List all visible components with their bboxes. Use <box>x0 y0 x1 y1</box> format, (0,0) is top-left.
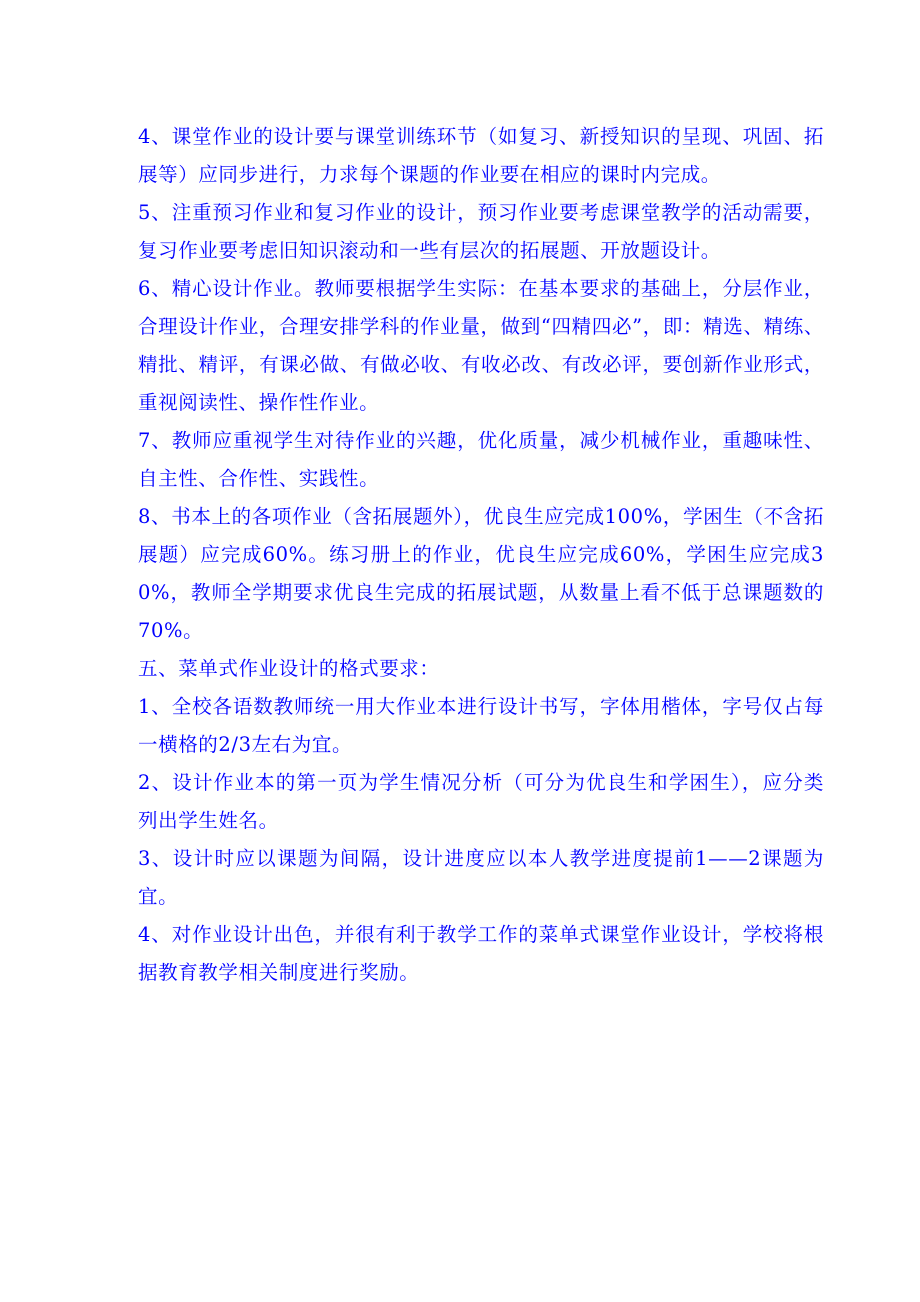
paragraph-item-7: 7、教师应重视学生对待作业的兴趣，优化质量，减少机械作业，重趣味性、自主性、合作性、实践性。 <box>138 429 824 490</box>
section-heading-five: 五、菜单式作业设计的格式要求： <box>138 657 440 680</box>
paragraph-item-6: 6、精心设计作业。教师要根据学生实际：在基本要求的基础上，分层作业，合理设计作业，合理安排学科的作业量，做到“四精四必”，即：精选、精练、精批、精评，有课必做、有做必收、有收必改、有改必评，要创新作业形式，重视阅读性、操作性作业。 <box>138 277 824 414</box>
document-body <box>138 118 824 992</box>
format-requirement-2: 2、设计作业本的第一页为学生情况分析（可分为优良生和学困生），应分类列出学生姓名。 <box>138 771 824 832</box>
format-requirement-1: 1、全校各语数教师统一用大作业本进行设计书写，字体用楷体，字号仅占每一横格的2/3左右为宜。 <box>138 695 824 756</box>
paragraph-item-5: 5、注重预习作业和复习作业的设计，预习作业要考虑课堂教学的活动需要，复习作业要考虑旧知识滚动和一些有层次的拓展题、开放题设计。 <box>138 201 824 262</box>
paragraph-item-4: 4、课堂作业的设计要与课堂训练环节（如复习、新授知识的呈现、巩固、拓展等）应同步进行，力求每个课题的作业要在相应的课时内完成。 <box>138 125 824 186</box>
paragraph-item-8: 8、书本上的各项作业（含拓展题外），优良生应完成100%，学困生（不含拓展题）应完成60%。练习册上的作业，优良生应完成60%，学困生应完成30%，教师全学期要求优良生完成的拓展试题，从数量上看不低于总课题数的70%。 <box>138 505 824 642</box>
format-requirement-4: 4、对作业设计出色，并很有利于教学工作的菜单式课堂作业设计，学校将根据教育教学相关制度进行奖励。 <box>138 923 824 984</box>
format-requirement-3: 3、设计时应以课题为间隔，设计进度应以本人教学进度提前1——2课题为宜。 <box>138 847 824 908</box>
